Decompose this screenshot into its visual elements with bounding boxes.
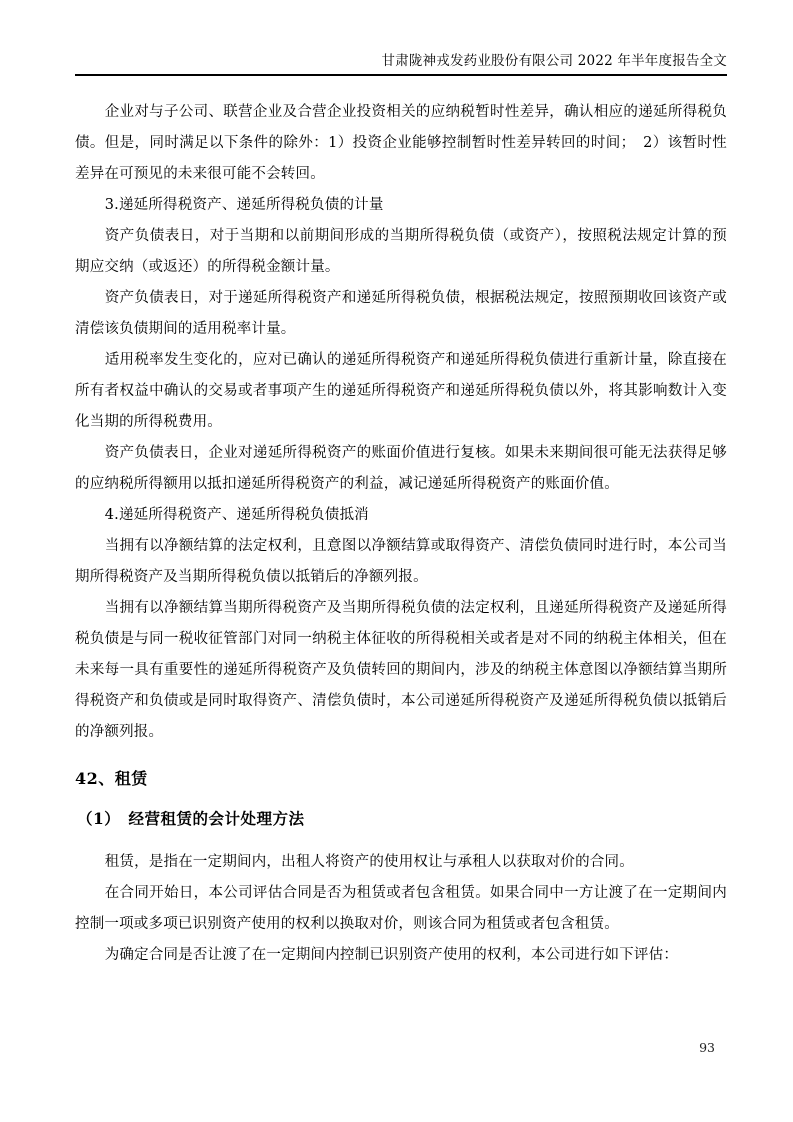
paragraph-lease-contract-assessment: 在合同开始日，本公司评估合同是否为租赁或者包含租赁。如果合同中一方让渡了在一定期间内控制一项或多项已识别资产使用的权利以换取对价，则该合同为租赁或者包含租赁。 [75,885,727,932]
paragraph-lease-evaluation-intro: 为确定合同是否让渡了在一定期间内控制已识别资产使用的权利，本公司进行如下评估： [104,947,679,963]
page-header [75,53,727,76]
section-heading-lease: 42、租赁 [75,769,148,788]
subsection-heading-operating-lease-accounting: （1） 经营租赁的会计处理方法 [77,809,305,828]
report-header-title: 甘肃陇神戎发药业股份有限公司 2022 年半年度报告全文 [381,53,727,69]
paragraph-item3-title: 3.递延所得税资产、递延所得税负债的计量 [104,197,384,213]
paragraph-deferred-tax-liability: 企业对与子公司、联营企业及合营企业投资相关的应纳税暂时性差异，确认相应的递延所得税负债。但是，同时满足以下条件的除外：1）投资企业能够控制暂时性差异转回的时间； 2）该暂时性差异在可预见的未来很可能不会转回。 [75,104,727,182]
paragraph-item4-title: 4.递延所得税资产、递延所得税负债抵消 [104,507,369,523]
paragraph-tax-rate-change: 适用税率发生变化的，应对已确认的递延所得税资产和递延所得税负债进行重新计量，除直接在所有者权益中确认的交易或者事项产生的递延所得税资产和递延所得税负债以外，将其影响数计入变化当期的所得税费用。 [75,352,727,430]
paragraph-lease-definition: 租赁，是指在一定期间内，出租人将资产的使用权让与承租人以获取对价的合同。 [104,854,634,870]
paragraph-balance-sheet-deferred-tax: 资产负债表日，对于递延所得税资产和递延所得税负债，根据税法规定，按照预期收回该资产或清偿该负债期间的适用税率计量。 [75,290,727,337]
paragraph-balance-sheet-current-tax: 资产负债表日，对于当期和以前期间形成的当期所得税负债（或资产），按照税法规定计算的预期应交纳（或返还）的所得税金额计量。 [75,228,727,275]
page-content [75,97,727,971]
paragraph-carrying-value-review: 资产负债表日，企业对递延所得税资产的账面价值进行复核。如果未来期间很可能无法获得足够的应纳税所得额用以抵扣递延所得税资产的利益，减记递延所得税资产的账面价值。 [75,445,727,492]
paragraph-net-settlement-current: 当拥有以净额结算的法定权利，且意图以净额结算或取得资产、清偿负债同时进行时，本公司当期所得税资产及当期所得税负债以抵销后的净额列报。 [75,538,727,585]
paragraph-net-settlement-deferred: 当拥有以净额结算当期所得税资产及当期所得税负债的法定权利，且递延所得税资产及递延所得税负债是与同一税收征管部门对同一纳税主体征收的所得税相关或者是对不同的纳税主体相关，但在未来每一具有重要性的递延所得税资产及负债转回的期间内，涉及的纳税主体意图以净额结算当期所得税资产和负债或是同时取得资产、清偿负债时，本公司递延所得税资产及递延所得税负债以抵销后的净额列报。 [75,600,727,740]
page-number: 93 [699,1040,715,1055]
